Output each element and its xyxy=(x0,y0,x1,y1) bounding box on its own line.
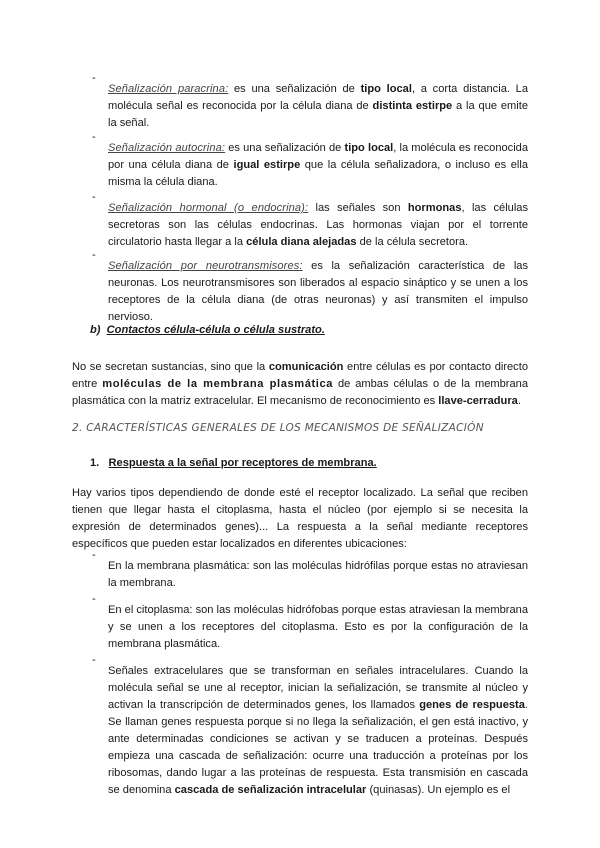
bullet-marker: - xyxy=(92,654,96,666)
extra-bold-1: genes de respuesta xyxy=(419,699,525,712)
contactos-bold-2: moléculas de la membrana plasmática xyxy=(102,378,333,391)
extra-text-1: Señales extracelulares que se transforman en señales intracelulares. Cuando la molécula señal se une al receptor, inician la señalización, se transmite al núcleo y activan la transcripción de determinados genes, los llamados xyxy=(108,665,528,712)
section-title: 2. CARACTERÍSTICAS GENERALES DE LOS MECANISMOS DE SEÑALIZACIÓN xyxy=(72,421,484,434)
hormonal-term: Señalización hormonal (o endocrina): xyxy=(108,202,309,215)
extra-text-3: (quinasas). Un ejemplo es el xyxy=(366,784,511,797)
contactos-text-4: . xyxy=(517,395,521,408)
contactos-text-2: entre células es por contacto directo entre xyxy=(72,361,528,391)
autocrina-text-1: es una señalización de xyxy=(225,142,345,155)
neuro-item xyxy=(108,258,528,326)
contactos-title: Contactos célula-célula o célula sustrato. xyxy=(106,324,325,336)
extra-text-2: . Se llaman genes respuesta porque si no llega la señalización, el gen está inactivo, y ante determinadas condiciones se activan y se traducen a proteínas. Después empieza una cascada de señalización: ocurre una traducción a proteínas por los ribosomas, dando lugar a las proteínas de respuesta. Esta transmisión en cascada se denomina xyxy=(108,699,528,797)
bullet-marker: - xyxy=(92,72,96,84)
contactos-paragraph xyxy=(72,359,528,410)
citoplasma-item: En el citoplasma: son las moléculas hidrófobas porque estas atraviesan la membrana y se unen a los receptores del citoplasma. Esto es por la configuración de la membrana plasmática. xyxy=(108,604,528,651)
membrana-item: En la membrana plasmática: son las moléculas hidrófilas porque estas no atraviesan la membrana. xyxy=(108,560,528,590)
contactos-bold-3: llave-cerradura xyxy=(438,395,518,408)
paracrina-bold-2: distinta estirpe xyxy=(372,100,453,113)
autocrina-item xyxy=(108,140,528,191)
hormonal-item xyxy=(108,200,528,251)
autocrina-bold-2: igual estirpe xyxy=(233,159,301,172)
hormonal-text-1: las señales son xyxy=(308,202,408,215)
paracrina-text-3: a la que emite la señal. xyxy=(108,100,528,130)
hormonal-text-3: de la célula secretora. xyxy=(356,236,469,249)
hormonal-text-2: , las células secretoras son las células endocrinas. Las hormonas viajan por el torrente circulatorio hasta llegar a la xyxy=(108,202,529,249)
extracelulares-item xyxy=(108,663,528,799)
hormonal-bold-2: célula diana alejadas xyxy=(246,236,357,249)
autocrina-text-3: que la célula señalizadora, o incluso es ella misma la célula diana. xyxy=(108,159,528,189)
paracrina-text-1: es una señalización de xyxy=(228,83,361,96)
neuro-term: Señalización por neurotransmisores: xyxy=(108,260,303,273)
autocrina-bold-1: tipo local xyxy=(344,142,394,155)
receptores-heading-text: Respuesta a la señal por receptores de membrana. xyxy=(108,457,377,470)
autocrina-text-2: , la molécula es reconocida por una célula diana de xyxy=(108,142,529,172)
contactos-text-1: No se secretan sustancias, sino que la xyxy=(72,361,269,374)
bullet-marker: - xyxy=(92,249,96,261)
paracrina-item xyxy=(108,81,528,132)
autocrina-term: Señalización autocrina: xyxy=(108,142,226,155)
bullet-marker: - xyxy=(92,549,96,561)
contactos-label: b) xyxy=(90,324,101,336)
paracrina-term: Señalización paracrina: xyxy=(108,83,229,96)
paracrina-text-2: , a corta distancia. La molécula señal es reconocida por la célula diana de xyxy=(108,83,529,113)
hormonal-bold-1: hormonas xyxy=(407,202,462,215)
bullet-marker: - xyxy=(92,593,96,605)
contactos-bold-1: comunicación xyxy=(268,361,344,374)
neuro-text-1: es la señalización característica de las neuronas. Los neurotransmisores son liberados al espacio sináptico y se unen a los receptores de la célula diana (de otras neuronas) y así transmiten el impulso nervioso. xyxy=(108,260,528,324)
bullet-marker: - xyxy=(92,131,96,143)
receptores-heading xyxy=(90,455,510,472)
intro-paragraph: Hay varios tipos dependiendo de donde esté el receptor localizado. La señal que reciben tienen que llegar hasta el citoplasma, hasta el núcleo (por ejemplo si se necesita la expresión de determinados genes)... La respuesta a la señal mediante receptores específicos que pueden estar localizados en diferentes ubicaciones: xyxy=(72,487,528,551)
contactos-heading xyxy=(90,322,325,339)
paracrina-bold-1: tipo local xyxy=(360,83,412,96)
receptores-heading-number: 1. xyxy=(90,457,100,470)
bullet-marker: - xyxy=(92,191,96,203)
contactos-text-3: de ambas células o de la membrana plasmática con la matriz extracelular. El mecanismo de reconocimiento es xyxy=(72,378,528,408)
extra-bold-2: cascada de señalización intracelular xyxy=(174,784,367,797)
